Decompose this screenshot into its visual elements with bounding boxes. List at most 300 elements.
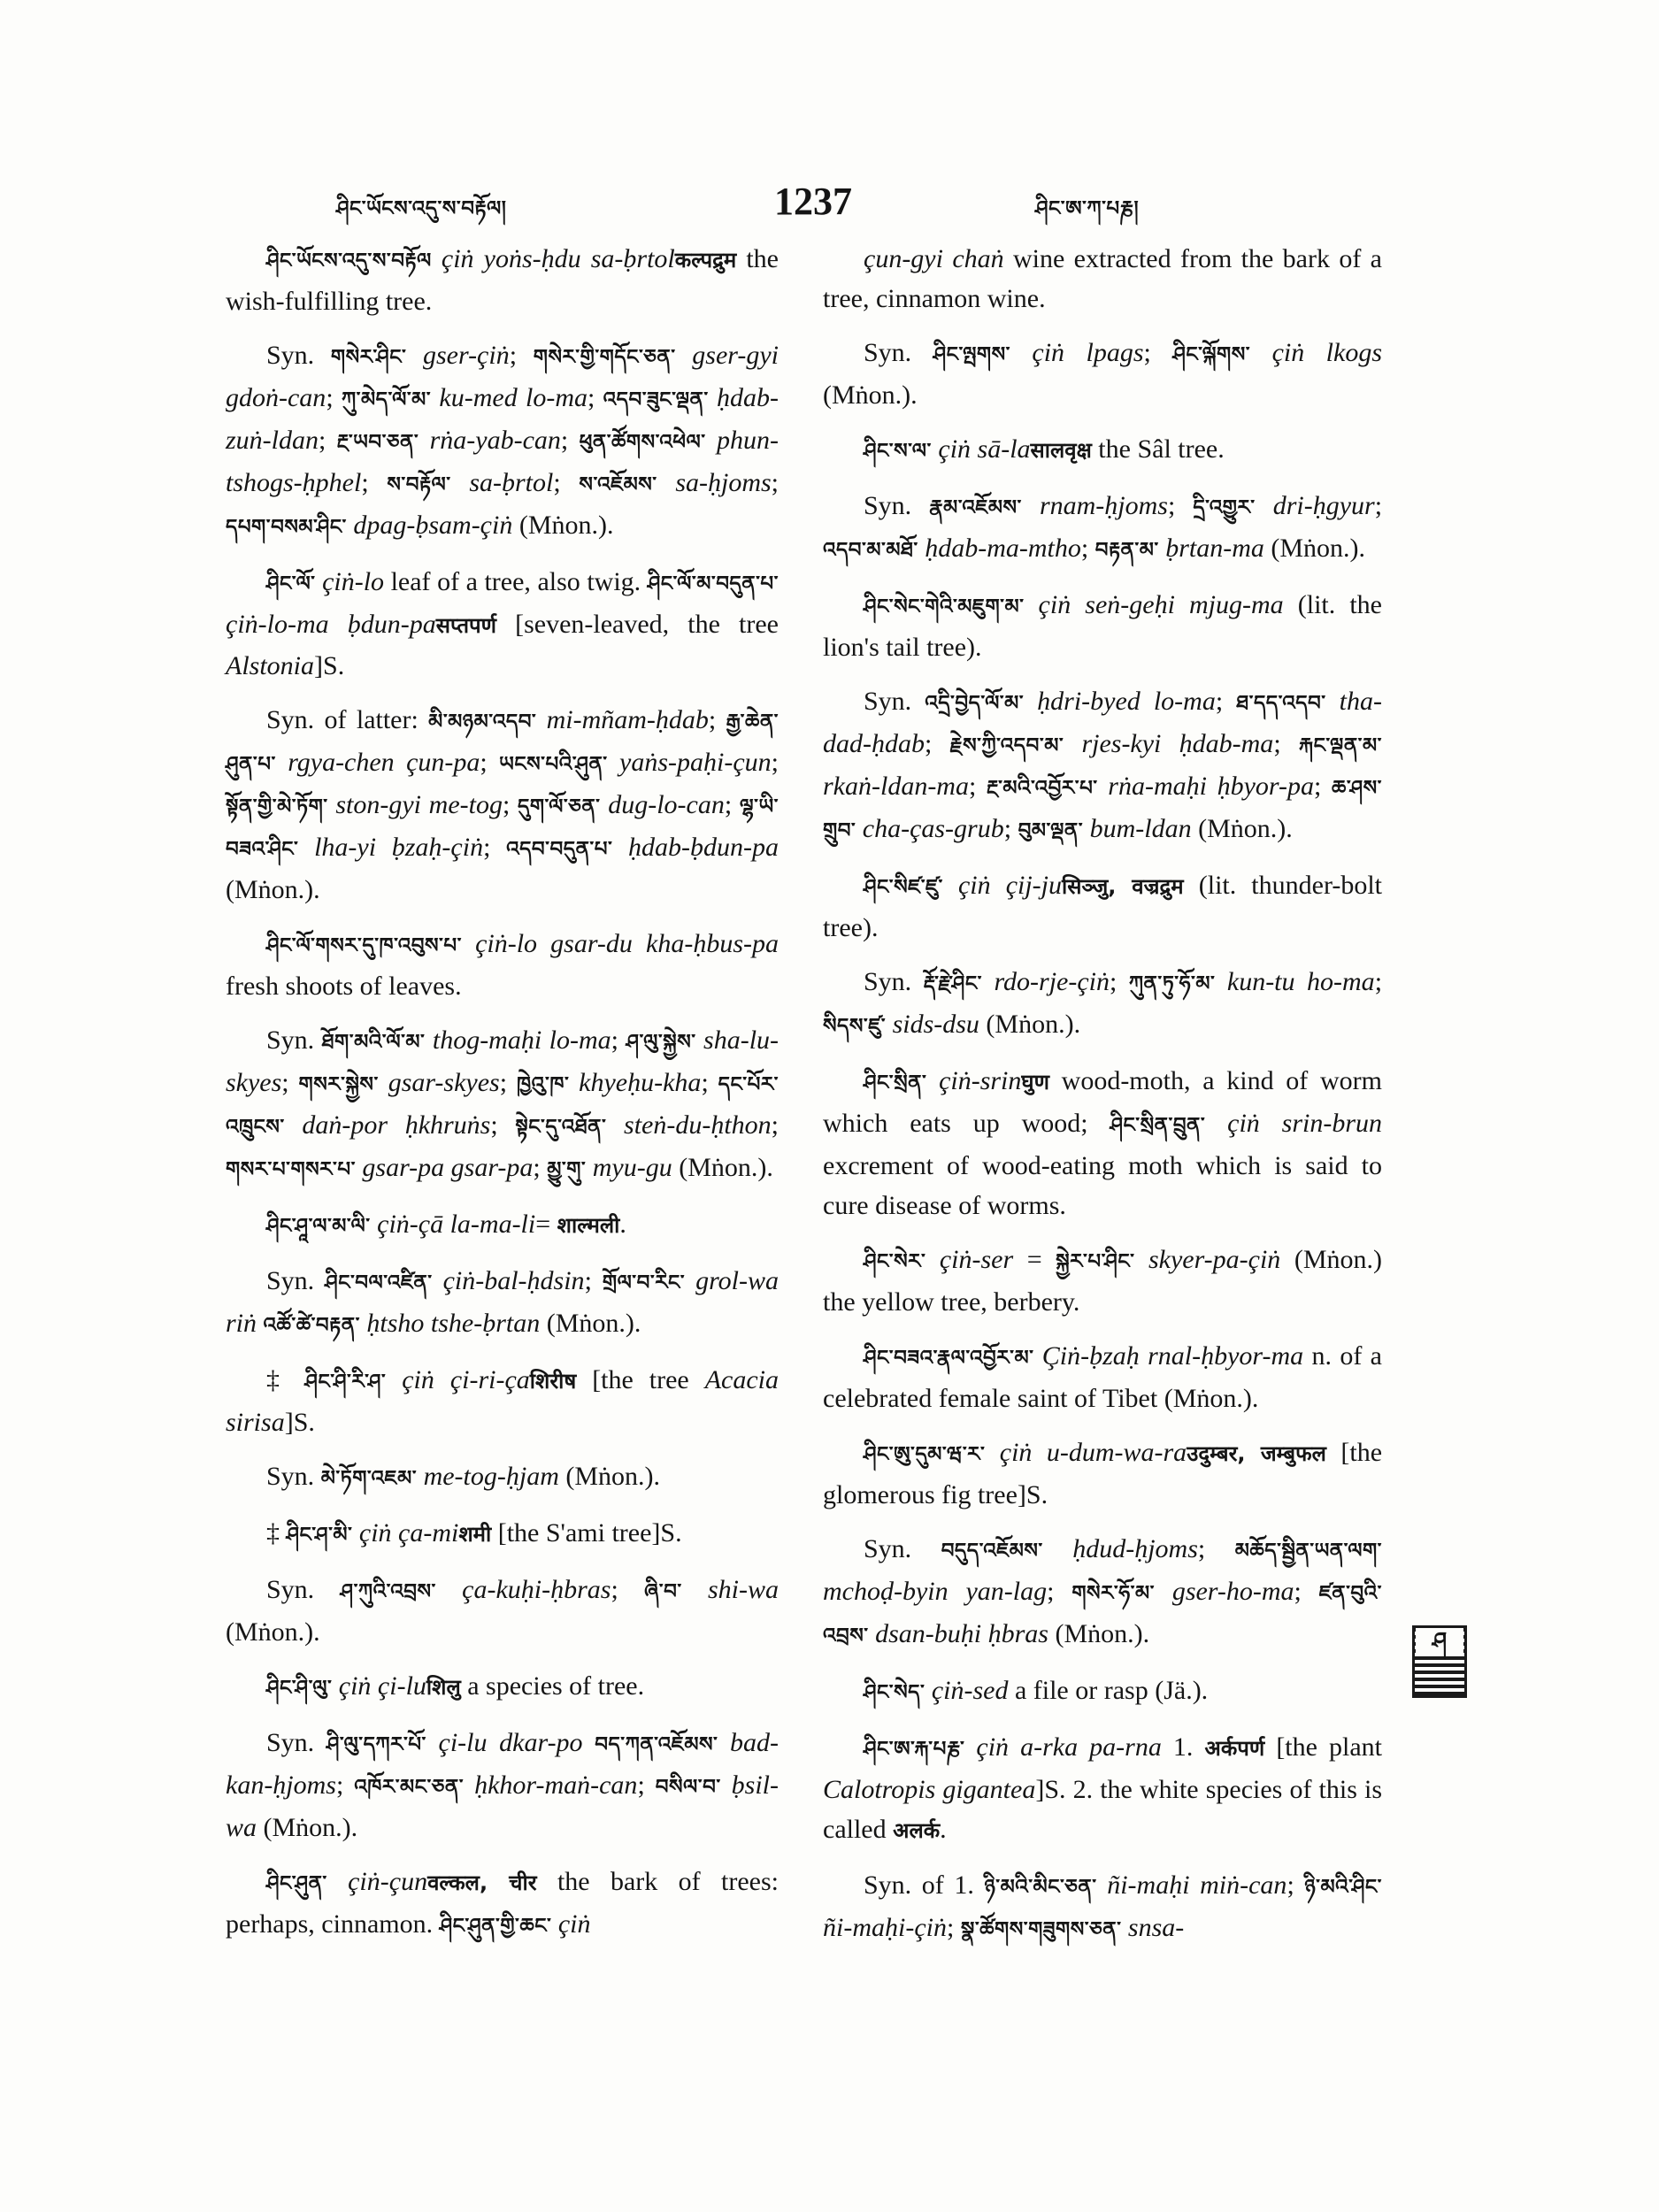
transliteration: ḥdri-byed lo-ma <box>1037 687 1216 716</box>
tibetan-term: ཤིང་སྲིན་བྲུན་ <box>1110 1114 1206 1137</box>
tibetan-term: སྟོན་གྱི་མེ་ཏོག་ <box>226 795 328 818</box>
tibetan-term: ཤིང་ལོ་གསར་དུ་ཁ་འབུས་པ་ <box>266 934 462 957</box>
tibetan-term: ཤ་ཀུའི་འབྲས་ <box>340 1580 436 1603</box>
entry-lead: Syn. <box>266 1728 326 1757</box>
separator: (Mṅon.). <box>257 1813 358 1842</box>
separator: ; <box>1314 772 1332 801</box>
page-number: 1237 <box>774 180 852 223</box>
transliteration: çiṅ çi-ri-ça <box>402 1365 530 1394</box>
definition-text: (lit. thunder-bolt tree). <box>823 871 1383 942</box>
tibetan-term: དཔག་བསམ་ཤིང་ <box>226 516 347 539</box>
transliteration: phun-tshogs-ḥphel <box>226 426 779 497</box>
sanskrit-term: उदुम्बर, जम्बुफल <box>1187 1441 1326 1466</box>
dictionary-entry <box>823 585 1382 667</box>
tibetan-term: ཞི་བ་ <box>644 1580 682 1603</box>
transliteration: mi-mñam-ḥdab <box>546 705 709 734</box>
transliteration: ḥdud-ḥjoms <box>1072 1534 1198 1563</box>
tibetan-term: རྔ་མའི་འབྱོར་པ་ <box>986 777 1098 800</box>
separator: ; <box>1197 1534 1235 1563</box>
dictionary-entry <box>226 1204 779 1247</box>
separator: = <box>535 1210 557 1239</box>
dictionary-entry <box>226 1261 779 1346</box>
separator: ; <box>490 1110 516 1140</box>
tibetan-term: ཆ་ཤས་གྲུབ་ <box>823 777 1382 842</box>
separator: ; <box>560 426 580 455</box>
transliteration: bum-ldan <box>1089 814 1192 843</box>
transliteration: sha-lu-skyes <box>226 1025 780 1097</box>
transliteration: ḥdab-ḅdun-pa <box>628 833 779 862</box>
definition-text: ]S. 2. the white species of this is called <box>823 1775 1382 1844</box>
definition-text: wood-moth, a kind of worm which eats up wood; <box>823 1066 1382 1138</box>
transliteration: ñi-maḥi miṅ-can <box>1107 1870 1287 1900</box>
tibetan-term: ཤི་ལུ་དཀར་པོ་ <box>326 1733 426 1756</box>
transliteration: dug-lo-can <box>608 790 725 819</box>
transliteration: gsar-pa gsar-pa <box>362 1153 534 1182</box>
tibetan-term: ཤིང་ཤི་རི་ཤ་ <box>304 1371 387 1394</box>
dictionary-entry <box>226 1862 779 1947</box>
dictionary-entry <box>823 1432 1382 1515</box>
definition-text: fresh shoots of leaves. <box>226 972 462 1001</box>
separator: ; <box>771 748 779 777</box>
transliteration: çiṅ lpags <box>1032 338 1144 367</box>
separator: (Mṅon.). <box>512 511 614 540</box>
sanskrit-term: वल्कल, चीर <box>427 1870 537 1895</box>
definition-text: [the tree <box>576 1365 705 1394</box>
tibetan-term: རྔ་ཡབ་ཅན་ <box>336 431 419 454</box>
definition-text: ]S. <box>284 1408 315 1437</box>
tibetan-term: མི་མཉམ་འདབ་ <box>428 710 537 733</box>
tibetan-term: ཤིང་ཤུན་གྱི་ཆང་ <box>439 1915 552 1938</box>
dictionary-entry <box>226 1570 779 1652</box>
separator: ; <box>1215 687 1237 716</box>
transliteration: rjes-kyi ḥdab-ma <box>1081 729 1274 758</box>
transliteration: rkaṅ-ldan-ma <box>823 772 969 801</box>
transliteration: shi-wa <box>708 1575 780 1604</box>
dictionary-entry <box>226 239 779 321</box>
transliteration: ḅrtan-ma <box>1165 534 1264 563</box>
transliteration: çiṅ-çā la-ma-li <box>377 1210 536 1239</box>
tibetan-term: འཚོ་ཚེ་བརྟན་ <box>263 1314 360 1337</box>
transliteration: rnam-ḥjoms <box>1039 491 1168 520</box>
tibetan-term: ཤིང་ཤུན་ <box>266 1872 327 1895</box>
dictionary-entry <box>226 1666 779 1709</box>
definition-text: (Mṅon.) the yellow tree, berbery. <box>823 1245 1382 1317</box>
transliteration: grol-wa riṅ <box>226 1266 780 1338</box>
entry-lead: Syn. of 1. <box>864 1870 985 1900</box>
sanskrit-term: सप्तपर्ण <box>435 613 497 638</box>
tibetan-term: ཤིང་ཤཱ་ལ་མ་ལི་ <box>266 1215 371 1238</box>
transliteration: çiṅ-lo <box>322 567 385 596</box>
separator: = <box>1013 1245 1056 1274</box>
tibetan-term: ཉི་མའི་མིང་ཅན་ <box>984 1876 1097 1899</box>
separator: ; <box>1003 814 1018 843</box>
tibetan-term: ཉི་མའི་ཤིང་ <box>1304 1876 1383 1899</box>
tibetan-term: ཤིང་བལ་འཛིན་ <box>325 1271 433 1294</box>
separator: ; <box>1374 967 1383 996</box>
sanskrit-term: शमी <box>458 1522 492 1547</box>
tibetan-term: དུག་ལོ་ཅན་ <box>518 795 601 818</box>
right-column <box>823 239 1382 1964</box>
separator <box>583 1728 595 1757</box>
tibetan-term: གསར་པ་གསར་པ་ <box>226 1158 356 1181</box>
definition-text: the bark of trees: perhaps, cinnamon. <box>226 1867 779 1939</box>
dictionary-entry <box>823 962 1382 1047</box>
dictionary-entry <box>226 562 779 686</box>
entry-lead: Syn. <box>864 1534 941 1563</box>
tibetan-term: ཤིང་བཟའ་རྣལ་འབྱོར་མ་ <box>864 1347 1034 1370</box>
tibetan-term: དང་པོར་འཁྲུངས་ <box>226 1073 779 1139</box>
transliteration: sids-dsu <box>892 1010 979 1039</box>
tibetan-term: ཛན་བུའི་འབྲས་ <box>823 1582 1382 1647</box>
transliteration: çiṅ ça-mi <box>358 1518 459 1548</box>
tibetan-term: བརྟན་མ་ <box>1094 539 1159 562</box>
tibetan-term: ཐོག་མའི་ལོ་མ་ <box>321 1031 426 1054</box>
tibetan-term: ཤིང་སྲིན་ <box>864 1071 927 1094</box>
sanskrit-term: घुण <box>1021 1070 1049 1094</box>
tibetan-term: བསིལ་བ་ <box>655 1776 721 1799</box>
transliteration: mchoḍ-byin yan-lag <box>823 1577 1048 1606</box>
transliteration: ḅsil-wa <box>226 1770 779 1842</box>
tibetan-term: གྲོལ་བ་རིང་ <box>602 1271 686 1294</box>
transliteration: ḥdab-zuṅ-ldan <box>226 383 779 455</box>
separator: ; <box>584 1266 603 1295</box>
transliteration: çiṅ-lo-ma ḅdun-pa <box>226 610 436 639</box>
tibetan-term: བད་ཀན་འཇོམས་ <box>595 1733 718 1756</box>
separator: ; <box>533 1153 548 1182</box>
dictionary-entry <box>823 681 1382 851</box>
tibetan-term: རྡོ་རྗེ་ཤིང་ <box>923 972 982 995</box>
definition-text: a species of tree. <box>460 1671 645 1701</box>
transliteration: çiṅ-sed <box>931 1676 1009 1705</box>
separator: (Mṅon.). <box>1191 814 1293 843</box>
transliteration: çiṅ sā-la <box>938 434 1031 464</box>
separator: ; <box>1374 491 1383 520</box>
transliteration: dpag-ḅsam-çiṅ <box>353 511 513 540</box>
separator: ; <box>724 790 740 819</box>
tibetan-term: ཤིང་སིཛ་ཛུ་ <box>864 876 943 899</box>
entry-lead: Syn. <box>266 1266 326 1295</box>
separator: ; <box>483 833 507 862</box>
tibetan-term: ཡངས་པའི་ཤུན་ <box>499 753 608 776</box>
transliteration: me-tog-ḥjam <box>423 1462 559 1491</box>
transliteration: bad-kan-ḥjoms <box>226 1728 779 1800</box>
transliteration: gser-ho-ma <box>1171 1577 1294 1606</box>
tibetan-term: སྐྱེར་པ་ཤིང་ <box>1056 1250 1135 1273</box>
tibetan-term: ཤིང་ཤི་ལུ་ <box>266 1677 333 1700</box>
definition-text: . <box>619 1210 626 1239</box>
sanskrit-term: शिलु <box>426 1675 461 1700</box>
definition-text: the wish-fulfilling tree. <box>226 244 779 316</box>
definition-text: [the plant <box>1264 1732 1383 1762</box>
tibetan-term: ཤིང་ལྤགས་ <box>933 343 1010 366</box>
dictionary-entry <box>823 1865 1382 1950</box>
transliteration: dsan-buḥi ḥbras <box>875 1619 1048 1648</box>
tibetan-term: སིདས་ཛུ་ <box>823 1015 887 1038</box>
transliteration: rgya-chen çun-pa <box>288 748 480 777</box>
entry-lead: ‡ <box>266 1518 287 1548</box>
separator: ; <box>946 1913 961 1942</box>
dictionary-entry <box>823 1727 1382 1851</box>
tibetan-term: ཤིང་ཡོངས་འདུ་ས་བརྟོལ <box>266 250 432 273</box>
entry-lead: Syn. of latter: <box>266 705 429 734</box>
tibetan-term: སྟེང་དུ་འཐོན་ <box>515 1116 607 1139</box>
separator: ; <box>1047 1577 1072 1606</box>
dictionary-entry <box>823 1529 1382 1656</box>
tibetan-term: ཕུན་ཚོགས་འཕེལ་ <box>579 431 706 454</box>
transliteration: sa-ḥjoms <box>675 468 772 497</box>
transliteration: myu-gu <box>592 1153 672 1182</box>
separator: ; <box>771 468 780 497</box>
separator: ; <box>553 468 580 497</box>
tibetan-term: ཐ་དད་འདབ་ <box>1236 692 1326 715</box>
dictionary-entry <box>823 1240 1382 1322</box>
transliteration: çiṅ lkogs <box>1271 338 1382 367</box>
separator: ; <box>1286 1870 1305 1900</box>
separator: (Mṅon.). <box>226 1617 320 1647</box>
separator: ; <box>925 729 950 758</box>
separator: (Mṅon.). <box>540 1309 641 1338</box>
tibetan-term: ཀུན་ཏུ་ཧོ་མ་ <box>1128 972 1216 995</box>
transliteration: ḥtsho tshe-ḅrtan <box>366 1309 541 1338</box>
separator: ; <box>335 1770 355 1800</box>
transliteration: çiṅ çij-ju <box>957 871 1062 900</box>
separator: ; <box>1080 534 1095 563</box>
definition-text: ]S. <box>314 651 345 680</box>
separator: (Mṅon.). <box>558 1462 661 1491</box>
transliteration: snsa- <box>1127 1913 1185 1942</box>
transliteration: çiṅ srin-brun <box>1227 1109 1383 1138</box>
header-left-headword: ཤིང་ཡོངས་འདུ་ས་བརྟོལ། <box>336 197 507 220</box>
dictionary-entry <box>226 1456 779 1499</box>
transliteration: khyeḥu-kha <box>579 1068 702 1097</box>
dictionary-entry <box>226 1020 779 1190</box>
sanskrit-term: सालवृक्ष <box>1030 438 1092 463</box>
tibetan-term: འདབ་བདུན་པ་ <box>506 838 613 861</box>
tibetan-term: ཤིང་ལྐོགས་ <box>1172 343 1251 366</box>
transliteration: daṅ-por ḥkhruṅs <box>302 1110 491 1140</box>
transliteration: çiṅ a-rka pa-rna <box>976 1732 1162 1762</box>
tibetan-term: མྱུ་གུ་ <box>547 1158 587 1181</box>
thumb-index-letter: ཤ <box>1416 1628 1463 1655</box>
transliteration: çun-gyi chaṅ <box>864 244 1004 273</box>
separator <box>257 1309 264 1338</box>
transliteration: rṅa-yab-can <box>429 426 561 455</box>
dictionary-entry <box>226 1513 779 1555</box>
dictionary-entry <box>823 239 1382 319</box>
transliteration: rdo-rje-çiṅ <box>994 967 1110 996</box>
transliteration: yaṅs-paḥi-çun <box>619 748 772 777</box>
definition-text: the Sâl tree. <box>1091 434 1225 464</box>
sanskrit-term: अर्कपर्ण <box>1204 1736 1265 1761</box>
tibetan-term: བདུད་འཇོམས་ <box>941 1540 1043 1563</box>
dictionary-entry <box>823 865 1382 948</box>
sanskrit-term: कल्पद्रुम <box>674 248 737 273</box>
transliteration: ku-med lo-ma <box>439 383 588 412</box>
entry-lead: Syn. <box>864 687 926 716</box>
transliteration: çiṅ-ser <box>939 1245 1014 1274</box>
tibetan-term: གསར་སྐྱེས་ <box>298 1073 379 1096</box>
tibetan-term: གསེར་ཤིང་ <box>330 346 407 369</box>
latin-name: Acacia sirisa <box>226 1365 780 1437</box>
transliteration: çiṅ yoṅs-ḥdu sa-ḅrtol <box>441 244 675 273</box>
separator: (Mṅon.). <box>823 380 918 410</box>
dictionary-entry <box>823 486 1382 571</box>
tibetan-term: ཤིང་སེར་ <box>864 1250 926 1273</box>
transliteration: cha-ças-grub <box>862 814 1004 843</box>
transliteration: çiṅ <box>557 1909 591 1939</box>
definition-text: [seven-leaved, the tree <box>496 610 779 639</box>
transliteration: çiṅ-bal-ḥdsin <box>442 1266 585 1295</box>
tibetan-term: ས་འཇོམས་ <box>579 473 657 496</box>
tibetan-term: ཤིང་སེང་གེའི་མཇུག་མ་ <box>864 595 1025 618</box>
transliteration: gsar-skyes <box>388 1068 500 1097</box>
tibetan-term: ཤ་ལུ་སྐྱེས་ <box>626 1031 696 1054</box>
entry-lead: Syn. <box>266 341 331 370</box>
tibetan-term: རྗེས་ཀྱི་འདབ་མ་ <box>949 734 1064 757</box>
tibetan-term: ཤིང་ལོ་ <box>266 572 316 595</box>
transliteration: skyer-pa-çiṅ <box>1148 1245 1281 1274</box>
transliteration: rṅa-maḥi ḥbyor-pa <box>1108 772 1314 801</box>
separator: ; <box>509 341 534 370</box>
tibetan-term: འཁོར་མང་ཅན་ <box>354 1776 465 1799</box>
dictionary-entry <box>823 1336 1382 1418</box>
transliteration: çiṅ-çun <box>348 1867 428 1896</box>
tibetan-term: ཤིང་ཨུ་དུམ་ཝ་ར་ <box>864 1443 986 1466</box>
dictionary-entry <box>226 1360 779 1442</box>
transliteration: çiṅ seṅ-geḥi mjug-ma <box>1038 590 1284 619</box>
transliteration: ḥkhor-maṅ-can <box>474 1770 638 1800</box>
separator: ; <box>611 1025 626 1055</box>
separator: ; <box>1294 1577 1319 1606</box>
entry-lead: Syn. <box>864 491 930 520</box>
tibetan-term: ཤིང་ཤ་མི་ <box>286 1524 353 1547</box>
dictionary-entry <box>823 333 1382 415</box>
separator: ; <box>1143 338 1173 367</box>
separator: ; <box>319 426 337 455</box>
transliteration: gser-gyi gdoṅ-can <box>226 341 779 412</box>
header-right-headword: ཤིང་ཨ་ཀ་པརྞ། <box>1035 197 1140 220</box>
separator: ; <box>708 705 726 734</box>
tibetan-term: གསེར་ཧོ་མ་ <box>1071 1582 1155 1605</box>
tibetan-term: ཀུ་མེད་ལོ་མ་ <box>341 388 432 411</box>
transliteration: çiṅ-srin <box>939 1066 1022 1095</box>
transliteration: çiṅ u-dum-wa-ra <box>999 1438 1187 1467</box>
definition-text: wine extracted from the bark of a tree, cinnamon wine. <box>823 244 1382 313</box>
transliteration: lha-yi ḅzaḥ-çiṅ <box>314 833 484 862</box>
separator: ; <box>771 1110 779 1140</box>
separator: (Mṅon.). <box>672 1153 773 1182</box>
separator: ; <box>588 383 603 412</box>
tibetan-term: འདབ་ཟུང་ལྡན་ <box>603 388 709 411</box>
left-column <box>226 239 779 1961</box>
latin-name: Calotropis gigantea <box>823 1775 1036 1804</box>
tibetan-term: མཆོད་སྦྱིན་ཡན་ལག་ <box>1234 1540 1383 1563</box>
entry-lead: Syn. <box>864 967 924 996</box>
sanskrit-term: शाल्मली <box>557 1213 620 1238</box>
dictionary-entry <box>226 700 779 910</box>
tibetan-term: སྣ་ཚོགས་གཟུགས་ཅན་ <box>960 1918 1122 1941</box>
separator: ; <box>701 1068 718 1097</box>
separator: ; <box>502 790 518 819</box>
transliteration: ñi-maḥi-çiṅ <box>823 1913 947 1942</box>
dictionary-entry <box>823 429 1382 472</box>
transliteration: thog-maḥi lo-ma <box>432 1025 611 1055</box>
transliteration: dri-ḥgyur <box>1272 491 1375 520</box>
transliteration: çiṅ-lo gsar-du kha-ḥbus-pa <box>475 929 780 958</box>
separator: ; <box>1273 729 1299 758</box>
separator: (Mṅon.). <box>1048 1619 1150 1648</box>
transliteration: çi-lu dkar-po <box>438 1728 583 1757</box>
definition-text: 1. <box>1161 1732 1205 1762</box>
tibetan-term: ལྷ་ཡི་བཟའ་ཤིང་ <box>226 795 780 861</box>
tibetan-term: མེ་ཏོག་འཇམ་ <box>320 1467 418 1490</box>
tibetan-term: ཤིང་ལོ་མ་བདུན་པ་ <box>647 572 779 595</box>
entry-lead: Syn. <box>864 338 933 367</box>
tibetan-term: དྲི་འགྱུར་ <box>1193 496 1256 519</box>
separator: (Mṅon.). <box>226 875 320 904</box>
sanskrit-term: अलर्क <box>893 1818 941 1843</box>
tibetan-term: འདྲི་བྱེད་ལོ་མ་ <box>925 692 1025 715</box>
separator: ; <box>637 1770 656 1800</box>
transliteration: steṅ-du-ḥthon <box>624 1110 772 1140</box>
entry-lead: Syn. <box>266 1025 322 1055</box>
dictionary-entry <box>226 924 779 1006</box>
tibetan-term: རྣམ་འཇོམས་ <box>929 496 1022 519</box>
transliteration: ça-kuḥi-ḥbras <box>462 1575 611 1604</box>
tibetan-term: ཤིང་སེད་ <box>864 1681 926 1704</box>
transliteration: ḥdab-ma-mtho <box>925 534 1081 563</box>
definition-text: [the S'ami tree]S. <box>491 1518 682 1548</box>
separator: ; <box>326 383 342 412</box>
definition-text: excrement of wood-eating moth which is said to cure disease of worms. <box>823 1151 1382 1220</box>
separator: ; <box>361 468 388 497</box>
transliteration: Çiṅ-ḅzaḥ rnal-ḥbyor-ma <box>1041 1341 1304 1371</box>
sanskrit-term: शिरीष <box>529 1369 577 1394</box>
transliteration: tha-dad-ḥdab <box>823 687 1382 758</box>
dictionary-entry <box>823 1061 1382 1225</box>
tibetan-term: ཤིང་ཨ་རྐ་པརྞ་ <box>864 1738 965 1761</box>
transliteration: kun-tu ho-ma <box>1226 967 1375 996</box>
dictionary-entry <box>226 1723 779 1847</box>
separator: ; <box>281 1068 299 1097</box>
entry-lead: Syn. <box>266 1462 321 1491</box>
definition-text: n. of a celebrated female saint of Tibet (Mṅon.). <box>823 1341 1382 1413</box>
separator: ; <box>1110 967 1129 996</box>
definition-text: (lit. the lion's tail tree). <box>823 590 1382 662</box>
sanskrit-term: सिञ्जु, वज्रद्रुम <box>1062 874 1184 899</box>
tibetan-term: རྐང་ལྡན་མ་ <box>1298 734 1382 757</box>
dictionary-entry <box>823 1671 1382 1713</box>
tibetan-term: ས་བརྟོལ་ <box>387 473 451 496</box>
tibetan-term: རྒྱ་ཆེན་ཤུན་པ་ <box>226 710 779 776</box>
page-header <box>336 168 1398 239</box>
tibetan-term: ཁྱེའུ་ཁ་ <box>516 1073 570 1096</box>
tibetan-term: འདབ་མ་མཐོ་ <box>823 539 918 562</box>
tibetan-term: གསེར་གྱི་གདོང་ཅན་ <box>533 346 676 369</box>
definition-text: leaf of a tree, also twig. <box>384 567 648 596</box>
separator: ; <box>611 1575 645 1604</box>
definition-text: a file or rasp (Jä.). <box>1008 1676 1209 1705</box>
separator: ; <box>499 1068 517 1097</box>
separator: (Mṅon.). <box>979 1010 1081 1039</box>
tibetan-term: བུམ་ལྡན་ <box>1018 819 1084 842</box>
entry-lead: Syn. <box>266 1575 341 1604</box>
separator: ; <box>480 748 500 777</box>
entry-lead: ‡ <box>266 1365 305 1394</box>
separator: ; <box>968 772 987 801</box>
transliteration: çiṅ çi-lu <box>338 1671 426 1701</box>
transliteration: ston-gyi me-tog <box>335 790 503 819</box>
